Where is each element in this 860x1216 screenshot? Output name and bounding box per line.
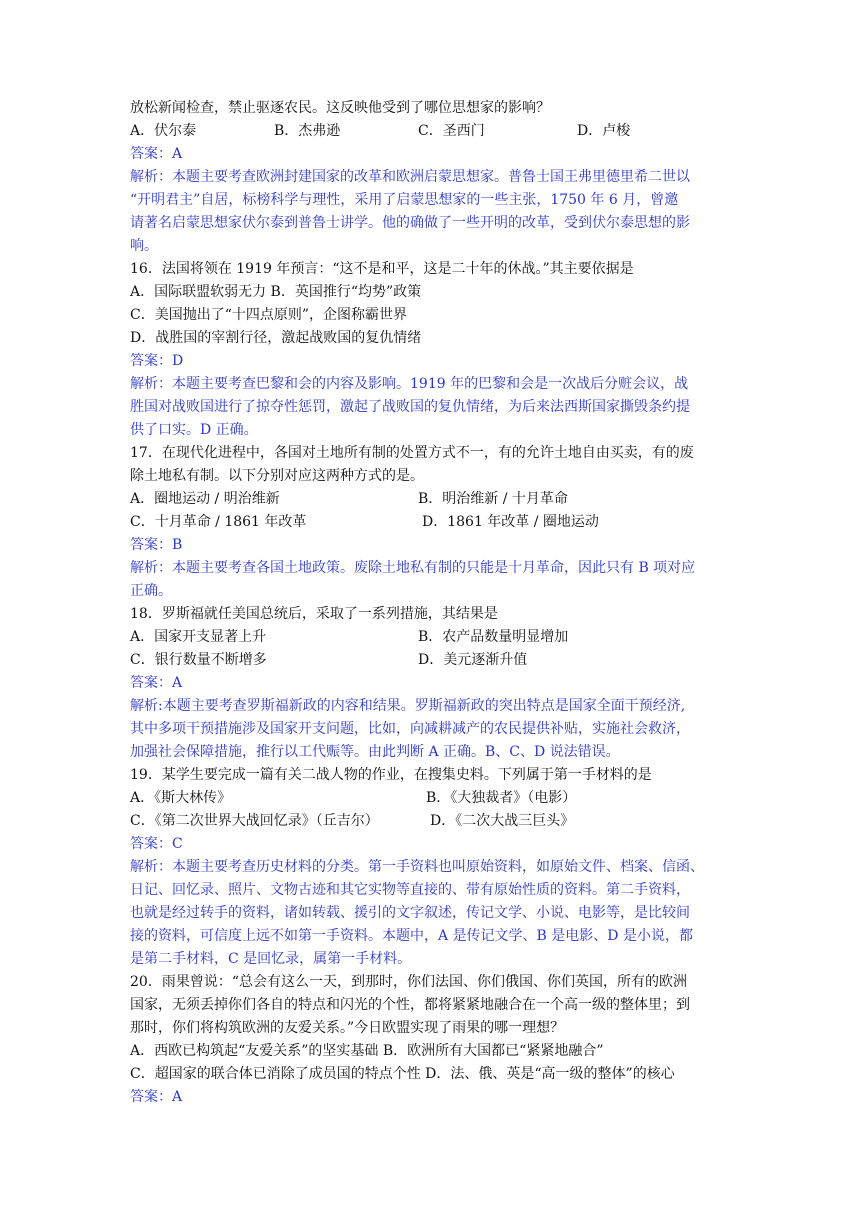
option-b: B．农产品数量明显增加 (418, 629, 569, 645)
question-stem: 那时，你们将构筑欧洲的友爱关系。”今日欧盟实现了雨果的哪一理想？ (130, 1020, 565, 1036)
answer: 答案：A (130, 1089, 183, 1105)
option-c: C．《第二次世界大战回忆录》（丘吉尔） (130, 813, 379, 829)
option-c: C．银行数量不断增多 (130, 652, 267, 668)
question-19 (130, 764, 735, 971)
analysis-line: 解析：本题主要考查巴黎和会的内容及影响。1919 年的巴黎和会是一次战后分赃会议，战 (130, 376, 689, 392)
option-d: D．1861 年改革 / 圈地运动 (422, 514, 599, 530)
options-row (130, 810, 735, 833)
answer: 答案：A (130, 146, 183, 162)
analysis-line: 解析:本题主要考查罗斯福新政的内容和结果。罗斯福新政的突出特点是国家全面干预经济, (130, 698, 686, 714)
question-16 (130, 258, 735, 442)
analysis-line: 响。 (130, 238, 158, 254)
option-b: B．明治维新 / 十月革命 (418, 491, 568, 507)
question-stem: 18．罗斯福就任美国总统后，采取了一系列措施，其结果是 (130, 606, 498, 622)
analysis-line: “开明君主”自居，标榜科学与理性，采用了启蒙思想家的一些主张，1750 年 6 月，曾邀 (130, 192, 679, 208)
question-stem: 放松新闻检查，禁止驱逐农民。这反映他受到了哪位思想家的影响？ (130, 100, 550, 116)
option-line: C．美国抛出了“十四点原则”，企图称霸世界 (130, 307, 408, 323)
analysis-line: 解析：本题主要考查欧洲封建国家的改革和欧洲启蒙思想家。普鲁士国王弗里德里希二世以 (130, 169, 690, 185)
answer: 答案：D (130, 353, 184, 369)
answer: 答案：C (130, 836, 183, 852)
question-15 (130, 97, 735, 258)
question-17 (130, 442, 735, 603)
document-content (130, 97, 735, 1109)
question-stem: 16．法国将领在 1919 年预言：“这不是和平，这是二十年的休战。”其主要依据是 (130, 261, 634, 277)
options-row (130, 120, 735, 143)
answer: 答案：A (130, 675, 183, 691)
question-stem: 20．雨果曾说：“总会有这么一天，到那时，你们法国、你们俄国、你们英国，所有的欧洲 (130, 974, 687, 990)
options-row (130, 488, 735, 511)
options-row (130, 626, 735, 649)
analysis-line: 日记、回忆录、照片、文物古迹和其它实物等直接的、带有原始性质的资料。第二手资料， (130, 882, 690, 898)
analysis-line: 也就是经过转手的资料，诸如转载、援引的文字叙述，传记文学、小说、电影等，是比较间 (130, 905, 690, 921)
question-20 (130, 971, 735, 1109)
option-b: B．《大独裁者》（电影） (426, 790, 577, 806)
question-stem: 国家，无须丢掉你们各自的特点和闪光的个性，都将紧紧地融合在一个高一级的整体里；到 (130, 997, 690, 1013)
answer: 答案：B (130, 537, 183, 553)
question-stem: 19．某学生要完成一篇有关二战人物的作业，在搜集史料。下列属于第一手材料的是 (130, 767, 652, 783)
analysis-line: 请著名启蒙思想家伏尔泰到普鲁士讲学。他的确做了一些开明的改革，受到伏尔泰思想的影 (130, 215, 690, 231)
options-row (130, 787, 735, 810)
analysis-line: 接的资料，可信度上远不如第一手资料。本题中，A 是传记文学、B 是电影、D 是小说，都 (130, 928, 693, 944)
question-18 (130, 603, 735, 764)
option-a: A．《斯大林传》 (130, 790, 232, 806)
options-row (130, 511, 735, 534)
option-d: D．美元逐渐升值 (418, 652, 528, 668)
option-a: A．伏尔泰 (130, 123, 197, 139)
analysis-line: 加强社会保障措施，推行以工代赈等。由此判断 A 正确。B、C、D 说法错误。 (130, 744, 620, 760)
option-d: D．《二次大战三巨头》 (430, 813, 575, 829)
analysis-line: 胜国对战败国进行了掠夺性惩罚，激起了战败国的复仇情绪，为后来法西斯国家撕毁条约提 (130, 399, 690, 415)
option-c: C．十月革命 / 1861 年改革 (130, 514, 307, 530)
option-a: A．国家开支显著上升 (130, 629, 267, 645)
analysis-line: 供了口实。D 正确。 (130, 422, 258, 438)
option-line: A．国际联盟软弱无力 B．英国推行“均势”政策 (130, 284, 422, 300)
options-row (130, 649, 735, 672)
question-stem: 除土地私有制。以下分别对应这两种方式的是。 (130, 468, 424, 484)
analysis-line: 正确。 (130, 583, 172, 599)
option-a: A．圈地运动 / 明治维新 (130, 491, 280, 507)
analysis-line: 解析：本题主要考查各国土地政策。废除土地私有制的只能是十月革命，因此只有 B 项对应 (130, 560, 696, 576)
analysis-line: 解析：本题主要考查历史材料的分类。第一手资料也叫原始资料，如原始文件、档案、信函、 (130, 859, 704, 875)
analysis-line: 是第二手材料，C 是回忆录，属第一手材料。 (130, 951, 412, 967)
option-d: D．卢梭 (577, 123, 631, 139)
option-c: C．圣西门 (418, 123, 485, 139)
question-stem: 17．在现代化进程中，各国对土地所有制的处置方式不一，有的允许土地自由买卖，有的废 (130, 445, 694, 461)
option-line: C．超国家的联合体已消除了成员国的特点个性 D．法、俄、英是“高一级的整体”的核心 (130, 1066, 675, 1082)
option-line: D．战胜国的宰割行径，激起战败国的复仇情绪 (130, 330, 422, 346)
option-line: A．西欧已构筑起“友爱关系”的坚实基础 B．欧洲所有大国都已“紧紧地融合” (130, 1043, 604, 1059)
analysis-line: 其中多项干预措施涉及国家开支问题，比如，向减耕减产的农民提供补贴，实施社会救济， (130, 721, 690, 737)
option-b: B．杰弗逊 (274, 123, 341, 139)
